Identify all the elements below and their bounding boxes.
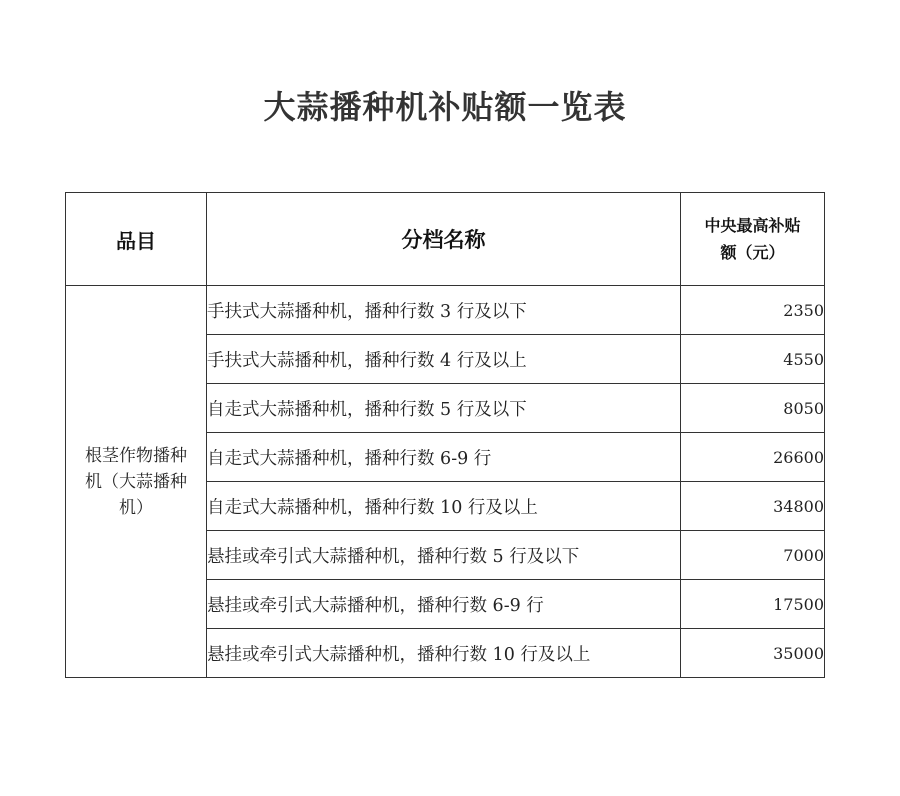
category-line1: 根茎作物播种: [85, 445, 187, 466]
subsidy-amount-cell: 17500: [681, 580, 825, 629]
tier-name-cell: 悬挂或牵引式大蒜播种机，播种行数 10 行及以上: [207, 629, 681, 678]
tier-name-cell: 自走式大蒜播种机，播种行数 10 行及以上: [207, 482, 681, 531]
tier-name-cell: 手扶式大蒜播种机，播种行数 4 行及以上: [207, 335, 681, 384]
subsidy-amount-cell: 7000: [681, 531, 825, 580]
category-cell: [66, 286, 207, 678]
subsidy-amount-cell: 4550: [681, 335, 825, 384]
table-row: [66, 286, 825, 335]
header-max-subsidy-line1: 中央最高补贴: [704, 216, 801, 235]
table-header-row: [66, 193, 825, 286]
page-title: 大蒜播种机补贴额一览表: [263, 88, 627, 126]
tier-name-cell: 自走式大蒜播种机，播种行数 6-9 行: [207, 433, 681, 482]
header-max-subsidy-line2: 额（元）: [720, 243, 785, 262]
tier-name-cell: 悬挂或牵引式大蒜播种机，播种行数 6-9 行: [207, 580, 681, 629]
tier-name-cell: 自走式大蒜播种机，播种行数 5 行及以下: [207, 384, 681, 433]
header-item: 品目: [66, 193, 207, 286]
subsidy-amount-cell: 34800: [681, 482, 825, 531]
subsidy-amount-cell: 35000: [681, 629, 825, 678]
subsidy-amount-cell: 8050: [681, 384, 825, 433]
tier-name-cell: 手扶式大蒜播种机，播种行数 3 行及以下: [207, 286, 681, 335]
header-max-subsidy: [681, 193, 825, 286]
subsidy-table: [65, 192, 825, 678]
header-tier-name: 分档名称: [207, 193, 681, 286]
subsidy-amount-cell: 2350: [681, 286, 825, 335]
subsidy-amount-cell: 26600: [681, 433, 825, 482]
tier-name-cell: 悬挂或牵引式大蒜播种机，播种行数 5 行及以下: [207, 531, 681, 580]
category-line3: 机）: [119, 497, 153, 518]
category-line2: 机（大蒜播种: [85, 471, 187, 492]
